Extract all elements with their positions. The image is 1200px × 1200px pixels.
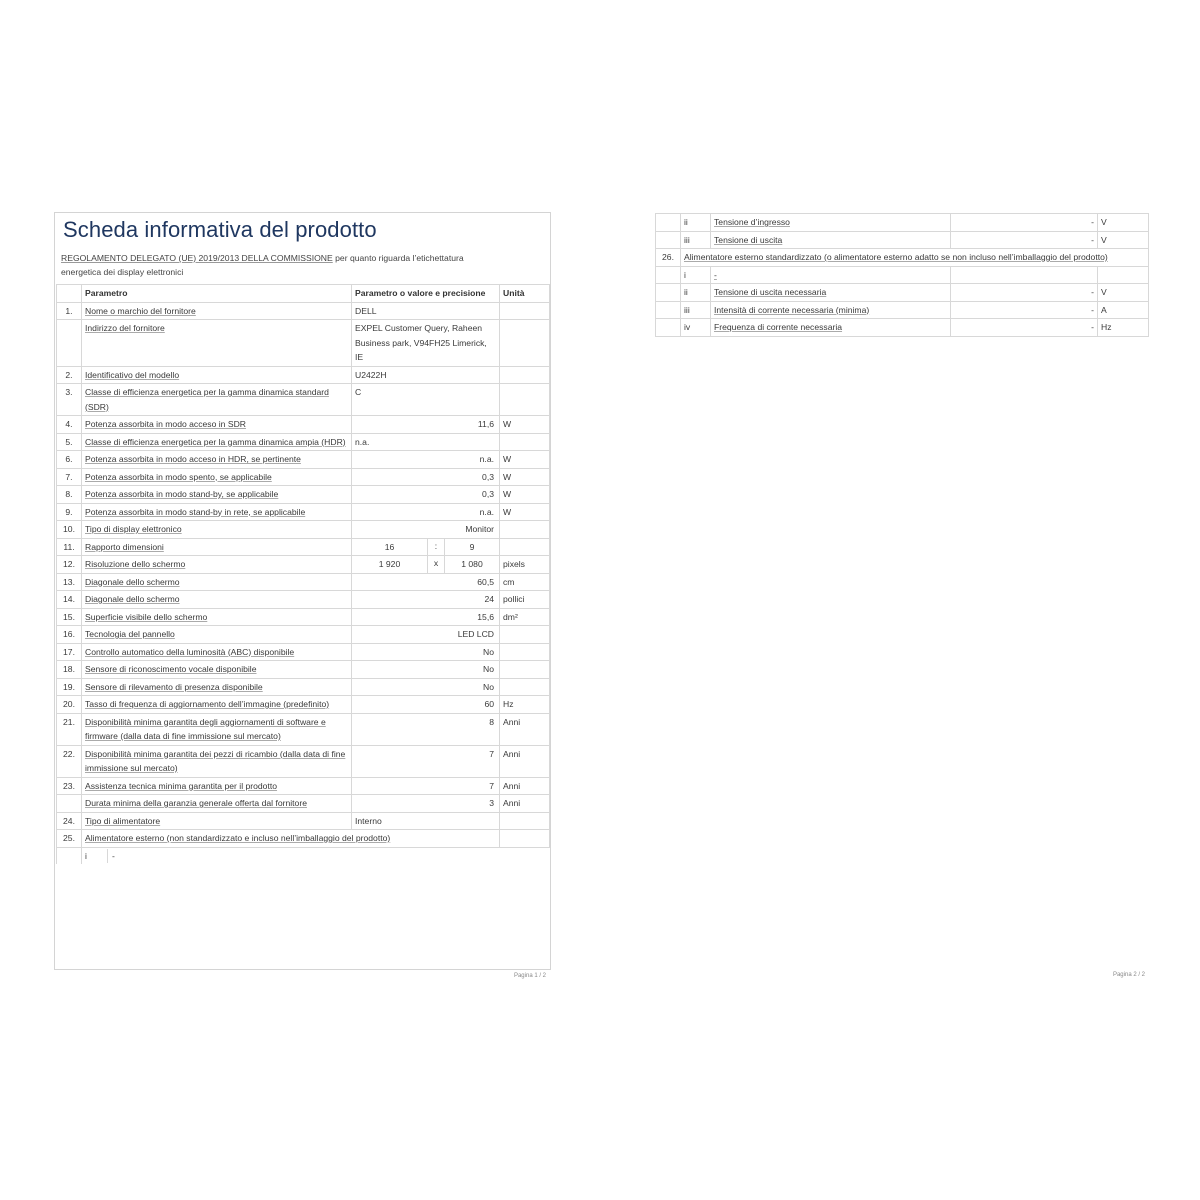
row-number: 25. (57, 830, 82, 848)
row-unit: Anni (500, 713, 550, 745)
row-value: - (951, 284, 1098, 302)
row-parameter: Potenza assorbita in modo acceso in HDR, se pertinente (82, 451, 352, 469)
table-row (57, 486, 550, 504)
row-parameter: Tipo di alimentatore (82, 812, 352, 830)
row-unit: Anni (500, 745, 550, 777)
sub-number: i (681, 266, 711, 284)
row-unit: pollici (500, 591, 550, 609)
table-cell (656, 214, 681, 232)
row-number: 3. (57, 384, 82, 416)
regulation-link[interactable]: REGOLAMENTO DELEGATO (UE) 2019/2013 DELLA COMMISSIONE (61, 253, 333, 263)
row-parameter: Tensione di uscita necessaria (711, 284, 951, 302)
table-row (656, 231, 1149, 249)
row-number: 18. (57, 661, 82, 679)
sub-number: iii (681, 231, 711, 249)
page-2 (654, 212, 1149, 978)
table-row (57, 661, 550, 679)
row-value: n.a. (352, 503, 500, 521)
row-parameter: Tensione di uscita (711, 231, 951, 249)
row-parameter: Indirizzo del fornitore (82, 320, 352, 367)
row-number: 4. (57, 416, 82, 434)
table-cell (500, 830, 550, 848)
row-value-b: 9 (469, 541, 475, 552)
table-body (656, 214, 1149, 337)
row-number: 15. (57, 608, 82, 626)
table-row (57, 538, 550, 556)
row-number: 14. (57, 591, 82, 609)
table-cell (656, 266, 681, 284)
table-row (656, 284, 1149, 302)
sub-number: ii (681, 214, 711, 232)
row-parameter: Risoluzione dello schermo (82, 556, 352, 574)
row-unit (500, 678, 550, 696)
row-number: 1. (57, 302, 82, 320)
page-number: Pagina 1 / 2 (513, 973, 546, 979)
row-unit: dm² (500, 608, 550, 626)
row-value: 11,6 (352, 416, 500, 434)
table-row (57, 320, 550, 367)
row-unit: pixels (500, 556, 550, 574)
row-number: 9. (57, 503, 82, 521)
row-unit (500, 384, 550, 416)
row-number: 8. (57, 486, 82, 504)
row-parameter: Durata minima della garanzia generale offerta dal fornitore (82, 795, 352, 813)
row-value: n.a. (352, 451, 500, 469)
sub-number: ii (681, 284, 711, 302)
table-row (57, 503, 550, 521)
row-number: 13. (57, 573, 82, 591)
row-unit (500, 626, 550, 644)
row-parameter: Potenza assorbita in modo spento, se applicabile (82, 468, 352, 486)
row-unit: W (500, 451, 550, 469)
row-value: - (951, 231, 1098, 249)
row-number: 23. (57, 777, 82, 795)
row-parameter: Rapporto dimensioni (82, 538, 352, 556)
row-parameter: Classe di efficienza energetica per la gamma dinamica standard (SDR) (82, 384, 352, 416)
row-unit (500, 538, 550, 556)
table-header-row (57, 285, 550, 303)
page-number: Pagina 2 / 2 (1112, 972, 1145, 978)
row-number: 22. (57, 745, 82, 777)
table-row-26 (656, 249, 1149, 267)
row-parameter: Intensità di corrente necessaria (minima) (711, 301, 951, 319)
table-cell (656, 284, 681, 302)
row-value: - (951, 319, 1098, 337)
row-value: 60 (352, 696, 500, 714)
row-unit: Hz (1098, 319, 1149, 337)
table-row (57, 366, 550, 384)
row-parameter: Diagonale dello schermo (82, 573, 352, 591)
row-unit: W (500, 503, 550, 521)
table-cell (656, 231, 681, 249)
row-unit: W (500, 468, 550, 486)
row-parameter: Sensore di riconoscimento vocale disponibile (82, 661, 352, 679)
row-sub-item (82, 847, 550, 864)
table-row (57, 626, 550, 644)
row-value: 8 (352, 713, 500, 745)
row-unit (500, 661, 550, 679)
row-unit (500, 320, 550, 367)
table-row (656, 319, 1149, 337)
row-parameter: Assistenza tecnica minima garantita per il prodotto (82, 777, 352, 795)
table-cell (57, 847, 82, 864)
row-value-a: 16 (352, 538, 428, 556)
row-number: 19. (57, 678, 82, 696)
page-1 (54, 212, 551, 979)
row-number: 16. (57, 626, 82, 644)
row-value (951, 266, 1098, 284)
row-value: - (951, 301, 1098, 319)
row-unit (500, 643, 550, 661)
table-row-25 (57, 830, 550, 848)
row-number: 7. (57, 468, 82, 486)
row-unit: V (1098, 284, 1149, 302)
row-parameter: Tensione d’ingresso (711, 214, 951, 232)
table-row (57, 696, 550, 714)
table-row (656, 214, 1149, 232)
table-row (656, 266, 1149, 284)
row-parameter: Tasso di frequenza di aggiornamento dell’immagine (predefinito) (82, 696, 352, 714)
table-row (57, 451, 550, 469)
row-value: No (352, 661, 500, 679)
row-value: 7 (352, 777, 500, 795)
row-parameter: Controllo automatico della luminosità (ABC) disponibile (82, 643, 352, 661)
row-value: - (951, 214, 1098, 232)
row-value: 3 (352, 795, 500, 813)
table-row (57, 468, 550, 486)
row-value-b-cell (428, 538, 500, 556)
row-unit: W (500, 416, 550, 434)
row-unit (500, 302, 550, 320)
row-value: 0,3 (352, 468, 500, 486)
row-number: 26. (656, 249, 681, 267)
row-value: 0,3 (352, 486, 500, 504)
row-unit: W (500, 486, 550, 504)
sub-number: i (85, 849, 108, 864)
row-value-a: 1 920 (352, 556, 428, 574)
row-unit: A (1098, 301, 1149, 319)
sub-text: - (112, 850, 115, 861)
row-unit (500, 812, 550, 830)
row-unit (500, 521, 550, 539)
row-number: 6. (57, 451, 82, 469)
table-row (57, 521, 550, 539)
row-value: 7 (352, 745, 500, 777)
row-value-b: 1 080 (461, 559, 483, 569)
row-parameter: Identificativo del modello (82, 366, 352, 384)
row-value: U2422H (352, 366, 500, 384)
row-value-separator: : (428, 539, 445, 556)
row-value: No (352, 643, 500, 661)
row-value: LED LCD (352, 626, 500, 644)
row-number: 10. (57, 521, 82, 539)
row-parameter: Classe di efficienza energetica per la gamma dinamica ampia (HDR) (82, 433, 352, 451)
row-parameter: Sensore di rilevamento di presenza disponibile (82, 678, 352, 696)
row-value: DELL (352, 302, 500, 320)
table-row (57, 556, 550, 574)
page-title: Scheda informativa del prodotto (63, 217, 377, 242)
product-info-table (56, 284, 550, 864)
table-row (57, 643, 550, 661)
table-row (57, 777, 550, 795)
row-parameter: Tipo di display elettronico (82, 521, 352, 539)
row-parameter: Disponibilità minima garantita degli aggiornamenti di software e firmware (dalla data di fine immissione sul mercato) (82, 713, 352, 745)
table-cell (656, 301, 681, 319)
table-row (57, 416, 550, 434)
table-row (57, 745, 550, 777)
table-cell (656, 319, 681, 337)
table-body (57, 302, 550, 864)
row-parameter: Potenza assorbita in modo stand-by, se applicabile (82, 486, 352, 504)
header-valore: Parametro o valore e precisione (352, 285, 500, 303)
row-parameter: Diagonale dello schermo (82, 591, 352, 609)
row-number: 17. (57, 643, 82, 661)
row-number: 11. (57, 538, 82, 556)
sub-number: iv (681, 319, 711, 337)
row-value: Monitor (352, 521, 500, 539)
row-number: 2. (57, 366, 82, 384)
row-parameter: Tecnologia del pannello (82, 626, 352, 644)
row-unit: V (1098, 231, 1149, 249)
row-unit (500, 433, 550, 451)
power-supply-table (655, 213, 1149, 337)
header-parametro: Parametro (82, 285, 352, 303)
row-unit: Anni (500, 795, 550, 813)
row-number (57, 795, 82, 813)
row-value: EXPEL Customer Query, Raheen Business park, V94FH25 Limerick, IE (352, 320, 500, 367)
table-row (57, 591, 550, 609)
row-parameter: Alimentatore esterno standardizzato (o alimentatore esterno adatto se non incluso nell’imballaggio del prodotto) (681, 249, 1149, 267)
header-unita: Unità (500, 285, 550, 303)
table-row-25-i (57, 847, 550, 864)
row-parameter: Potenza assorbita in modo stand-by in rete, se applicabile (82, 503, 352, 521)
sub-number: iii (681, 301, 711, 319)
row-parameter: Disponibilità minima garantita dei pezzi di ricambio (dalla data di fine immissione sul mercato) (82, 745, 352, 777)
row-number: 12. (57, 556, 82, 574)
row-value: n.a. (352, 433, 500, 451)
row-value: 15,6 (352, 608, 500, 626)
row-number (57, 320, 82, 367)
row-unit: Hz (500, 696, 550, 714)
table-row (57, 795, 550, 813)
row-value: 60,5 (352, 573, 500, 591)
row-parameter: Potenza assorbita in modo acceso in SDR (82, 416, 352, 434)
row-value-b-cell (428, 556, 500, 574)
regulation-subtitle-rest: per quanto riguarda l’etichettatura energetica dei display elettronici (61, 253, 464, 277)
row-parameter: Alimentatore esterno (non standardizzato e incluso nell’imballaggio del prodotto) (82, 830, 500, 848)
regulation-subtitle (61, 251, 506, 279)
row-parameter: Frequenza di corrente necessaria (711, 319, 951, 337)
row-value: Interno (352, 812, 500, 830)
row-unit (1098, 266, 1149, 284)
row-number: 24. (57, 812, 82, 830)
row-unit: cm (500, 573, 550, 591)
table-row (57, 433, 550, 451)
row-value: C (352, 384, 500, 416)
row-unit: V (1098, 214, 1149, 232)
row-number: 20. (57, 696, 82, 714)
row-value: 24 (352, 591, 500, 609)
row-value-separator: x (428, 556, 445, 573)
row-parameter: Superficie visibile dello schermo (82, 608, 352, 626)
row-parameter: Nome o marchio del fornitore (82, 302, 352, 320)
table-row (656, 301, 1149, 319)
table-row (57, 384, 550, 416)
table-row (57, 678, 550, 696)
table-row (57, 812, 550, 830)
table-row (57, 573, 550, 591)
row-unit: Anni (500, 777, 550, 795)
row-unit (500, 366, 550, 384)
table-row (57, 713, 550, 745)
table-row (57, 608, 550, 626)
table-row (57, 302, 550, 320)
row-number: 5. (57, 433, 82, 451)
row-value: No (352, 678, 500, 696)
row-parameter: - (711, 266, 951, 284)
row-number: 21. (57, 713, 82, 745)
